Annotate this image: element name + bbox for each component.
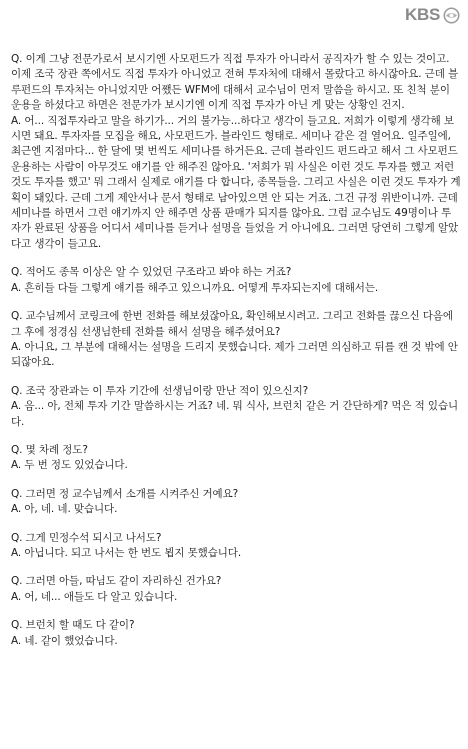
question-text: Q. 조국 장관과는 이 투자 기간에 선생님이랑 만난 적이 있으신지? (11, 384, 309, 397)
answer-text: A. 네. 같이 했었습니다. (11, 634, 118, 647)
qa-block (11, 487, 461, 518)
question-text: Q. 그러면 정 교수님께서 소개를 시켜주신 거예요? (11, 487, 239, 500)
answer-text: A. 두 번 정도 있었습니다. (11, 459, 128, 472)
answer-text: A. 흔히들 다들 그렇게 얘기를 해주고 있으니까요. 어떻게 투자되는지에 대해서는. (11, 281, 379, 294)
question-text: Q. 그러면 아들, 따님도 같이 자리하신 건가요? (11, 575, 222, 588)
answer-text: A. 어... 직접투자라고 말을 하기가... 거의 불가능...하다고 생각이 들고요. 저희가 이렇게 생각해 보시면 돼요. 투자자를 모집을 해요, 사모펀드가. 블라인드 형태로. 세미나 같은 걸 열어요. 일주일에, 최근엔 지점마다... 한 달에 몇 번씩도 세미나를 하거든요. 근데 블라인드 펀드라고 해서 그 사모펀드 운용하는 사람이 아무것도 얘기를 안 해주진 않아요. '저희가 뭐 사실은 이런 것도 투자를 했고 저런 것도 투자를 했고' 뭐 그래서 실제로 얘기를 다 합니다, 종목들을. 그리고 사실은 이런 것도 투자가 계획이 돼있다. 근데 그게 제안서나 문서 형태로 남아있으면 안 되는 거죠. 그건 규정 위반이니까. 근데 세미나를 하면서 그런 얘기까지 안 해주면 상품 판매가 되지를 않아요. 그럼 교수님도 49명이나 투자가 완료된 상품을 어디서 세미나를 듣거나 설명을 들었을 거 아니에요. 그러면 당연히 그렇게 알았다고 생각이 들고요. (11, 114, 461, 250)
question-text: Q. 이게 그냥 전문가로서 보시기엔 사모펀드가 직접 투자가 아니라서 공직자가 할 수 있는 것이고. 이제 조국 장관 쪽에서도 직접 투자가 아니었고 전혀 투자처에 대해서 몰랐다고 하시잖아요. 근데 블루펀드의 투자처는 아니었지만 어쨌든 WFM에 대해서 교수님이 먼저 말씀을 하시고. 또 친척 분이 운용을 하셨다고 하면은 전문가가 보시기엔 이게 직접 투자가 아닌 게 맞는 상황인 건지. (11, 53, 459, 112)
answer-text: A. 아닙니다. 되고 나서는 한 번도 뵙지 못했습니다. (11, 546, 242, 559)
answer-text: A. 아, 네. 네. 맞습니다. (11, 503, 118, 516)
question-text: Q. 적어도 종목 이상은 알 수 있었던 구조라고 봐야 하는 거죠? (11, 266, 292, 279)
kbs-eye-icon (443, 7, 460, 24)
kbs-logo (405, 5, 460, 25)
answer-text: A. 어, 네... 애들도 다 알고 있습니다. (11, 590, 178, 603)
question-text: Q. 교수님께서 코링크에 한번 전화를 해보셨잖아요, 확인해보시려고. 그리고 전화를 끊으신 다음에 그 후에 정경심 선생님한테 전화를 해서 설명을 해주셨어요? (11, 310, 457, 338)
question-text: Q. 그게 민정수석 되시고 나서도? (11, 531, 162, 544)
question-text: Q. 브런치 할 때도 다 같이? (11, 619, 135, 632)
transcript (11, 52, 461, 659)
qa-block (11, 443, 461, 474)
question-text: Q. 몇 차례 정도? (11, 443, 88, 456)
answer-text: A. 아니요, 그 부분에 대해서는 설명을 드리지 못했습니다. 제가 그러면 의심하고 뒤를 캔 것 밖에 안 되잖아요. (11, 340, 462, 369)
qa-block (11, 618, 461, 649)
qa-block (11, 265, 461, 296)
qa-block (11, 384, 461, 430)
qa-block (11, 309, 461, 371)
kbs-logo-text: KBS (405, 5, 440, 24)
qa-block (11, 52, 461, 252)
answer-text: A. 음... 아, 전체 투자 기간 말씀하시는 거죠? 네. 뭐 식사, 브런치 같은 거 간단하게? 먹은 적 있습니다. (11, 400, 459, 428)
header (0, 0, 468, 30)
qa-block (11, 531, 461, 562)
qa-block (11, 574, 461, 605)
